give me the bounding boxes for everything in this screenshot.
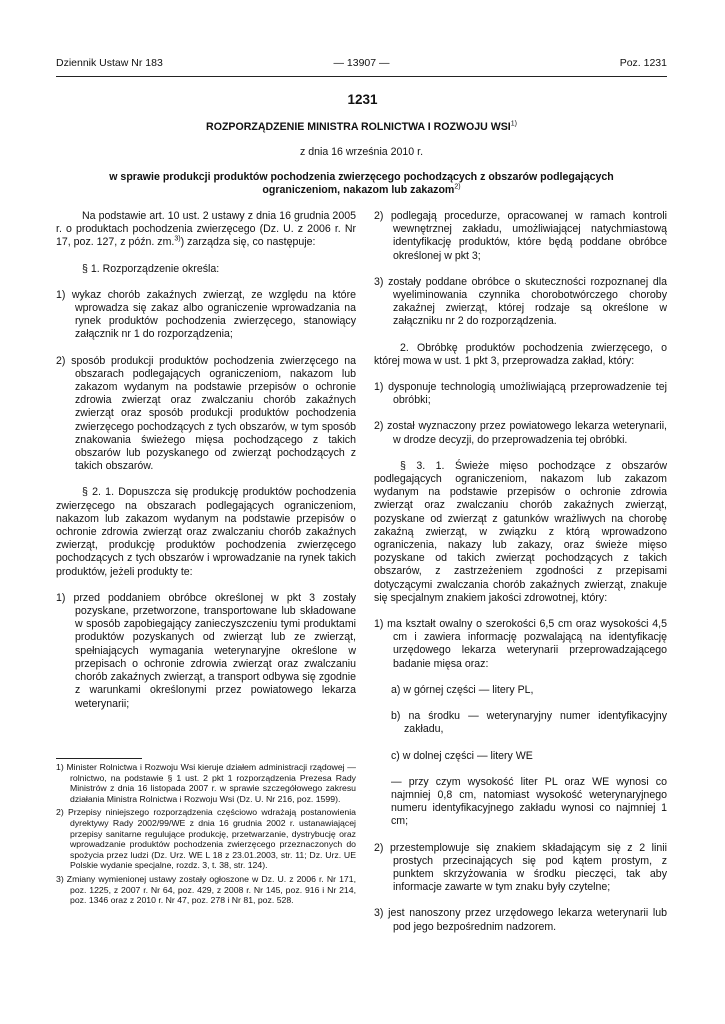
section-3-item-3: 3) jest nanoszony przez urzędowego lekarza weterynarii lub pod jego bezpośrednim nadzorem. [374,907,667,933]
subject-line-1: w sprawie produkcji produktów pochodzenia zwierzęcego pochodzących z obszarów podlegających [109,171,614,183]
subject-footnote-ref: 2) [454,183,461,191]
section-2-para-2: 2. Obróbkę produktów pochodzenia zwierzęcego, o której mowa w ust. 1 pkt 3, przeprowadza zakład, który: [374,341,667,367]
left-column [56,210,356,724]
section-1-item-1: 1) wykaz chorób zakaźnych zwierząt, ze względu na które wprowadza się zakaz albo ograniczenie wprowadzania na rynek produktów pochodzenia zwierzęcego, stanowiący załącznik nr 1 do rozporządzenia; [56,288,356,341]
section-3-item-2: 2) przestemplowuje się znakiem składającym się z 2 linii prostych przecinających się pod kątem prostym, z punktem skrzyżowania w środku pieczęci, tak aby informacje zawarte w tym znaku były czytelne; [374,841,667,894]
subject-line-2 [56,184,667,197]
intro-text-a: Na podstawie art. 10 ust. 2 ustawy z dnia 16 grudnia 2005 r. o produktach pochodzenia zwierzęcego (Dz. U. z 2006 r. Nr 17, poz. 127, z późn. zm. [56,210,356,249]
section-3-note: — przy czym wysokość liter PL oraz WE wynosi co najmniej 0,8 cm, natomiast wysokość weterynaryjnego numeru identyfikacyjnego zakładu wynosi co najmniej 1 cm; [391,775,667,828]
header-rule [56,76,667,77]
section-2-item-1: 1) przed poddaniem obróbce określonej w pkt 3 zostały pozyskane, przetworzone, transportowane lub składowane w sposób zapobiegający zanieczyszczeniu tymi produktami produktów pozyskanych od zwierząt lub ze zwierząt, spełniających wymagania weterynaryjne określone w przepisach o ochronie zdrowia zwierząt oraz zwalczaniu chorób zakaźnych zwierząt, a transport odbywa się zgodnie z warunkami określonymi przez powiatowego lekarza weterynarii; [56,591,356,710]
section-3-subitem-b: b) na środku — weterynaryjny numer identyfikacyjny zakładu, [391,710,667,736]
page-header [56,57,667,73]
section-1-item-2: 2) sposób produkcji produktów pochodzenia zwierzęcego na obszarach podlegających ograniczeniom, nakazom lub zakazom wydanym na podstawie przepisów o ochronie zdrowia zwierząt oraz zwalczaniu chorób zakaźnych zwierząt oraz sposób produkcji produktów pochodzenia zwierzęcego pochodzących z tych obszarów, w tym sposób znakowania świeżego mięsa pochodzącego z takich obszarów lub pozyskanego od zwierząt pochodzących z takich obszarów. [56,354,356,473]
document-title [56,121,667,133]
footnote-rule [56,758,142,759]
intro-text-b: ) zarządza się, co następuje: [180,236,316,249]
section-3-subitem-c: c) w dolnej części — litery WE [391,749,533,762]
position-number: Poz. 1231 [619,57,667,69]
footnote-1: 1) Minister Rolnictwa i Rozwoju Wsi kieruje działem administracji rządowej — rolnictwo, na podstawie § 1 ust. 2 pkt 1 rozporządzenia Prezesa Rady Ministrów z dnia 16 listopada 2007 r. w sprawie szczegółowego zakresu działania Ministra Rolnictwa i Rozwoju Wsi (Dz. U. Nr 216, poz. 1599). [56,762,356,804]
section-2-2-item-1: 1) dysponuje technologią umożliwiającą przeprowadzenie tej obróbki; [374,381,667,407]
section-2-item-2: 2) podlegają procedurze, opracowanej w ramach kontroli wewnętrznej zakładu, umożliwiającej natychmiastową identyfikację produktów, które będą poddane obróbce określonej w pkt 3; [374,210,667,262]
document-number: 1231 [347,92,378,107]
footnote-3: 3) Zmiany wymienionej ustawy zostały ogłoszone w Dz. U. z 2006 r. Nr 171, poz. 1225, z 2007 r. Nr 64, poz. 429, z 2008 r. Nr 145, poz. 916 i Nr 214, poz. 1346 oraz z 2010 r. Nr 47, poz. 278 i Nr 81, poz. 528. [56,873,356,906]
right-column [374,210,667,947]
section-3-subitem-a: a) w górnej części — litery PL, [391,683,534,696]
section-3-item-1: 1) ma kształt owalny o szerokości 6,5 cm oraz wysokości 4,5 cm i zawiera informację pozwalającą na identyfikację urzędowego lekarza weterynarii przeprowadzającego badanie mięsa oraz: [374,618,667,670]
document-date: z dnia 16 września 2010 r. [299,146,424,158]
section-1-heading: § 1. Rozporządzenie określa: [82,262,220,275]
document-subject [56,171,667,197]
intro-paragraph [56,210,356,250]
title-footnote-ref: 1) [510,120,517,128]
section-3-paragraph: § 3. 1. Świeże mięso pochodzące z obszarów podlegających ograniczeniom, nakazom lub zakazom wydanym na podstawie przepisów o ochronie zdrowia zwierząt oraz zwalczaniu chorób zakaźnych zwierząt, pozyskane od zwierząt z gatunków wrażliwych na chorobę zakaźną zwierząt, w związku z którą wprowadzono ograniczenia, nakazy lub zakazy, oraz świeże mięso pozyskane od takich zwierząt pochodzących z takich obszarów, z zastrzeżeniem zgodności z przepisami dotyczącymi zwalczania chorób zakaźnych zwierząt, znakuje się specjalnym znakiem jakości zdrowotnej, który: [374,459,667,604]
footnotes [56,762,356,909]
section-2-paragraph: § 2. 1. Dopuszcza się produkcję produktów pochodzenia zwierzęcego na obszarach podlegających ograniczeniom, nakazom lub zakazom wydanym na podstawie przepisów o ochronie zdrowia zwierząt oraz zwalczaniu chorób zakaźnych zwierząt, produkcję produktów pochodzenia zwierzęcego pochodzących z tych obszarów i wprowadzanie na rynek takich produktów, jeżeli produkty te: [56,486,356,578]
intro-footnote-ref: 3) [174,235,181,243]
section-2-2-item-2: 2) został wyznaczony przez powiatowego lekarza weterynarii, w drodze decyzji, do przeprowadzenia tej obróbki. [374,420,667,446]
title-text: ROZPORZĄDZENIE MINISTRA ROLNICTWA I ROZWOJU WSI [206,121,511,133]
journal-name: Dziennik Ustaw Nr 183 [56,57,163,69]
page-number: — 13907 — [333,57,390,69]
section-2-item-3: 3) zostały poddane obróbce o skuteczności rozpoznanej dla wyeliminowania czynnika chorobotwórczego choroby zakaźnej zwierząt, której rodzaje są określone w załączniku nr 2 do rozporządzenia. [374,275,667,328]
subject-text-2: ograniczeniom, nakazom lub zakazom [262,184,455,196]
footnote-2: 2) Przepisy niniejszego rozporządzenia częściowo wdrażają postanowienia dyrektywy Rady 2002/99/WE z dnia 16 grudnia 2002 r. ustanawiającej przepisy sanitarne regulujące produkcję, przetwarzanie, dystrybucję oraz wprowadzanie produktów pochodzenia zwierzęcego przeznaczonych do spożycia przez ludzi (Dz. Urz. WE L 18 z 23.01.2003, str. 11; Dz. Urz. UE Polskie wydanie specjalne, rozdz. 3, t. 38, str. 124). [56,807,356,871]
